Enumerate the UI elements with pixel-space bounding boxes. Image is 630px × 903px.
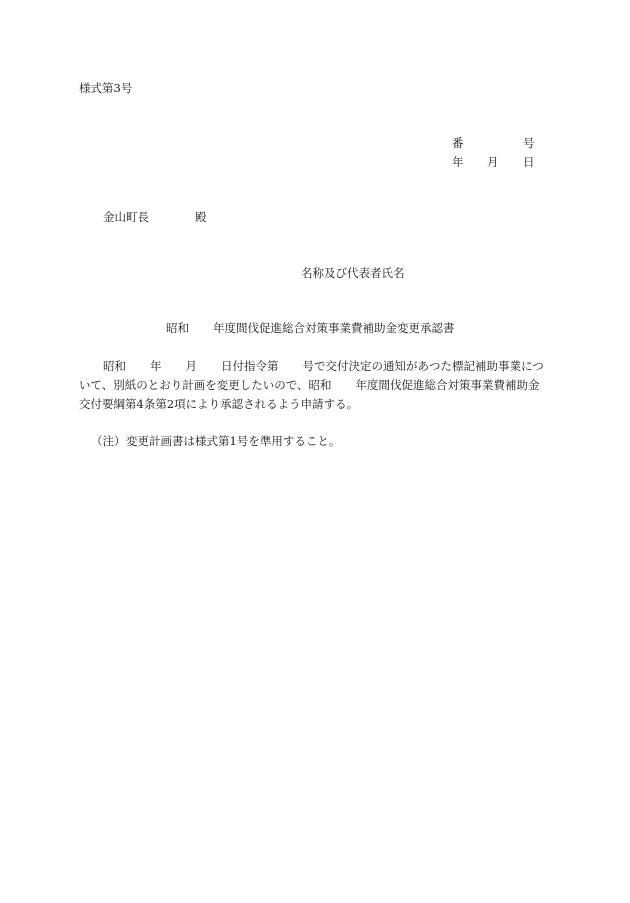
- applicant-label: 名称及び代表者氏名: [301, 266, 405, 280]
- date-year: 年: [452, 155, 464, 169]
- body-line1-rest: 号で交付決定の通知があつた標記補助事業につ: [302, 359, 544, 373]
- title-era: 昭和: [166, 321, 189, 335]
- form-number: 様式第3号: [79, 81, 133, 95]
- date-day: 日: [523, 155, 535, 169]
- addressee-name: 金山町長: [103, 210, 149, 224]
- body-day-directive: 日付指令第: [221, 359, 279, 373]
- note-text: 変更計画書は様式第1号を準用すること。: [126, 434, 341, 448]
- note-label: （注）: [91, 434, 126, 448]
- document-title: 年度間伐促進総合対策事業費補助金変更承認書: [213, 321, 455, 335]
- body-era-1: 昭和: [103, 359, 126, 373]
- body-era-2: 昭和: [308, 378, 332, 392]
- body-line2-start: いて、別紙のとおり計画を変更したいので、: [79, 378, 309, 392]
- body-line2-rest: 年度間伐促進総合対策事業費補助金: [355, 378, 540, 392]
- reference-number-label: 番: [452, 136, 464, 150]
- body-line-1: [79, 361, 544, 373]
- reference-number-suffix: 号: [523, 136, 535, 150]
- date-month: 月: [487, 155, 499, 169]
- addressee-honorific: 殿: [195, 210, 207, 224]
- body-line-2: [79, 380, 540, 392]
- body-line-3: 交付要綱第4条第2項により承認されるよう申請する。: [79, 397, 359, 411]
- body-month-1: 月: [185, 359, 197, 373]
- body-year-1: 年: [150, 359, 162, 373]
